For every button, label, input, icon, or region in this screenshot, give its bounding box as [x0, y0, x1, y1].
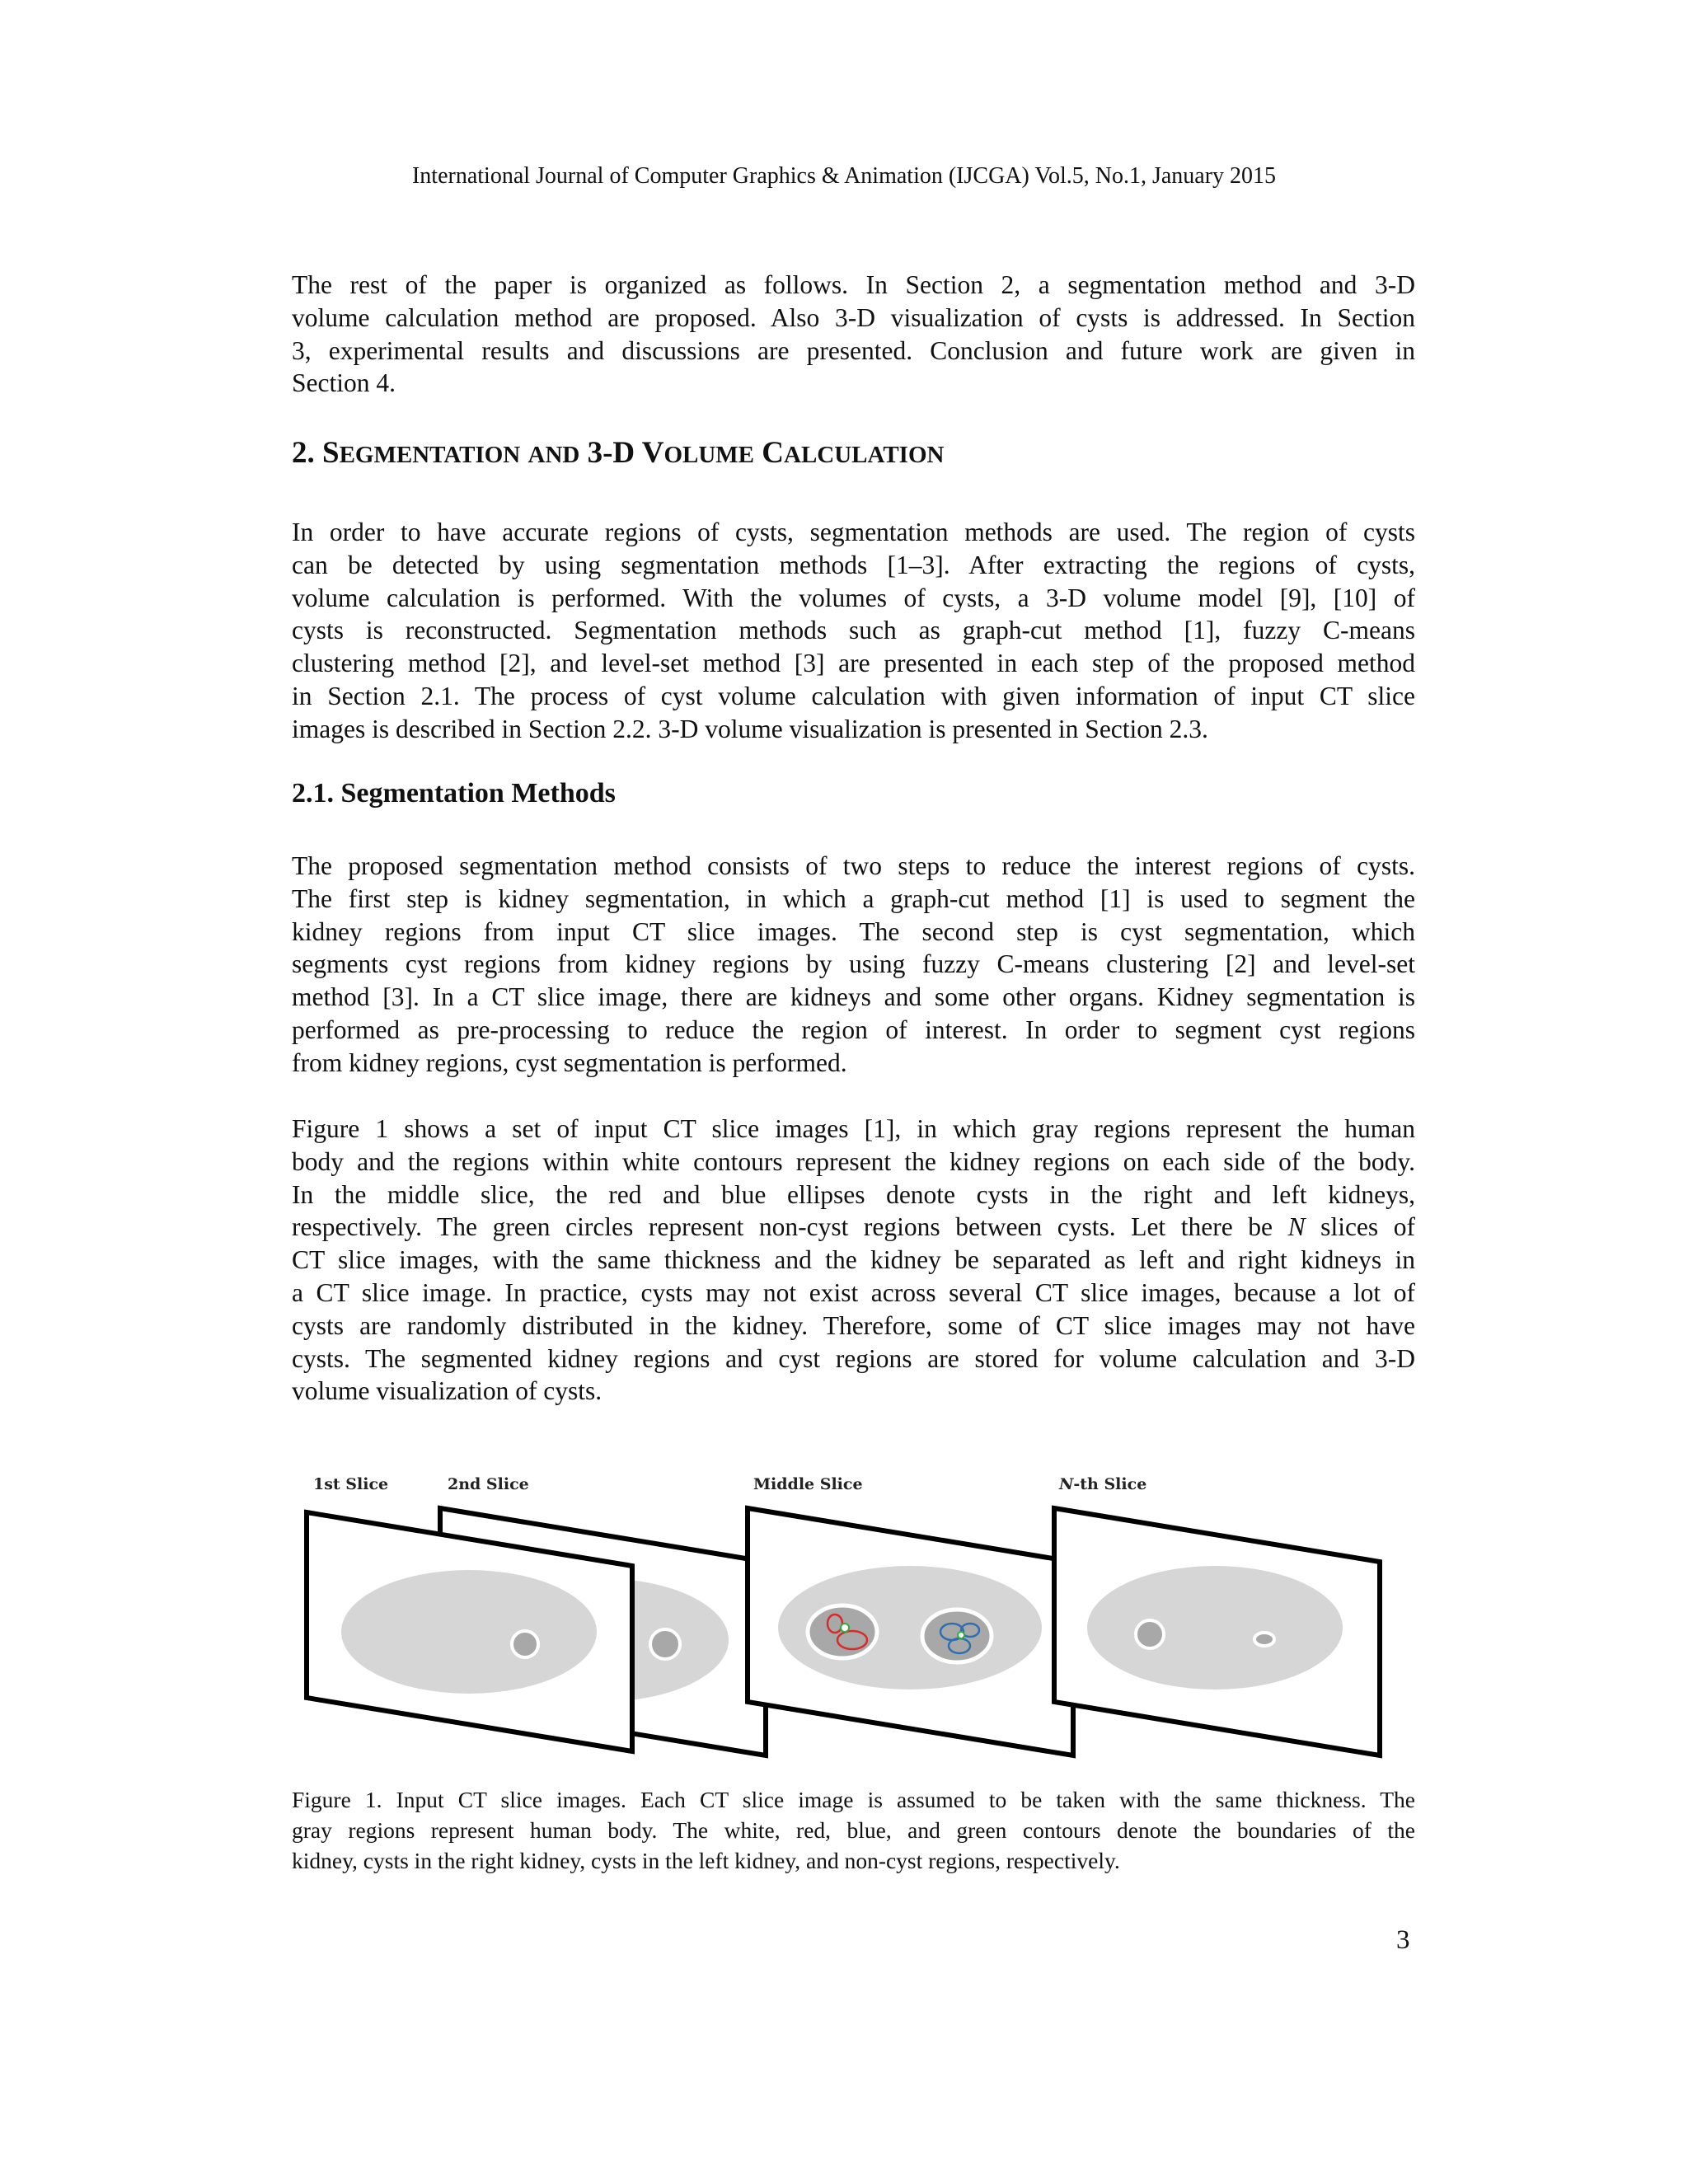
intro-paragraph: [292, 269, 1415, 400]
text-line: cysts. The segmented kidney regions and cyst regions are stored for volume calculation and 3-D: [292, 1343, 1415, 1373]
text-line: in Section 2.1. The process of cyst volume calculation with given information of input CT slice: [292, 681, 1415, 710]
text-line: kidney regions from input CT slice images. The second step is cyst segmentation, which: [292, 916, 1415, 946]
text-line: clustering method [2], and level-set method [3] are presented in each step of the proposed method: [292, 649, 1415, 678]
kidney-region: [1136, 1620, 1164, 1648]
text-line: CT slice images, with the same thickness and the kidney be separated as left and right kidneys in: [292, 1245, 1415, 1275]
kidney-region: [650, 1629, 680, 1659]
text-line: cysts is reconstructed. Segmentation methods such as graph-cut method [1], fuzzy C-means: [292, 616, 1415, 645]
ct-slice-middle: [748, 1508, 1073, 1755]
figure-1-caption: [292, 1784, 1415, 1876]
caption-line: Figure 1. Input CT slice images. Each CT slice image is assumed to be taken with the same thickness. The: [292, 1787, 1415, 1812]
text-line: The proposed segmentation method consists of two steps to reduce the interest regions of cysts.: [292, 851, 1415, 880]
section-2-heading: 2. SEGMENTATION AND 3-D VOLUME CALCULATION: [292, 436, 945, 470]
non-cyst-green: [958, 1632, 964, 1638]
text-line: can be detected by using segmentation methods [1–3]. After extracting the regions of cysts,: [292, 550, 1415, 579]
body-region: [1087, 1566, 1343, 1690]
text-line: volume calculation is performed. With the volumes of cysts, a 3-D volume model [9], [10] of: [292, 583, 1415, 612]
text-line: In the middle slice, the red and blue ellipses denote cysts in the right and left kidneys,: [292, 1179, 1415, 1209]
slice-label-middle: Middle Slice: [753, 1475, 863, 1493]
caption-line: gray regions represent human body. The white, red, blue, and green contours denote the boundaries of the: [292, 1817, 1415, 1843]
text-line: from kidney regions, cyst segmentation is performed.: [292, 1047, 847, 1077]
section-2-1-paragraph-2: [292, 1113, 1415, 1408]
section-2-1-paragraph-1: [292, 850, 1415, 1080]
section-2-paragraph: [292, 516, 1415, 746]
slice-label-nth: N-th Slice: [1059, 1475, 1147, 1493]
kidney-region: [512, 1631, 538, 1657]
text-line: In order to have accurate regions of cysts, segmentation methods are used. The region of cysts: [292, 518, 1415, 546]
slice-label-1st: 1st Slice: [313, 1475, 389, 1493]
page-number: 3: [1396, 1925, 1410, 1955]
text-line: segments cyst regions from kidney regions by using fuzzy C-means clustering [2] and level-set: [292, 949, 1415, 979]
left-kidney: [922, 1610, 992, 1662]
text-line: volume calculation method are proposed. Also 3-D visualization of cysts is addressed. In Section: [292, 302, 1415, 332]
text-line: a CT slice image. In practice, cysts may not exist across several CT slice images, because a lot of: [292, 1277, 1415, 1307]
kidney-region: [1254, 1633, 1274, 1646]
text-line: performed as pre-processing to reduce the region of interest. In order to segment cyst regions: [292, 1015, 1415, 1044]
text-line: images is described in Section 2.2. 3-D volume visualization is presented in Section 2.3.: [292, 714, 1208, 743]
ct-slice-nth: [1054, 1508, 1380, 1755]
slice-label-2nd: 2nd Slice: [448, 1475, 529, 1493]
non-cyst-green: [841, 1624, 849, 1632]
text-line: The rest of the paper is organized as follows. In Section 2, a segmentation method and 3-D: [292, 270, 1415, 299]
text-line: cysts are randomly distributed in the kidney. Therefore, some of CT slice images may not have: [292, 1310, 1415, 1340]
text-line: respectively. The green circles represent non-cyst regions between cysts. Let there be N slices of: [292, 1212, 1415, 1242]
text-line: volume visualization of cysts.: [292, 1376, 603, 1406]
caption-line: kidney, cysts in the right kidney, cysts in the left kidney, and non-cyst regions, respectively.: [292, 1848, 1120, 1873]
running-header: International Journal of Computer Graphics & Animation (IJCGA) Vol.5, No.1, January 2015: [411, 163, 1277, 189]
text-line: 3, experimental results and discussions are presented. Conclusion and future work are given in: [292, 335, 1415, 365]
text-line: Section 4.: [292, 368, 396, 398]
text-line: method [3]. In a CT slice image, there are kidneys and some other organs. Kidney segmentation is: [292, 982, 1415, 1012]
text-line: The first step is kidney segmentation, in which a graph-cut method [1] is used to segment the: [292, 883, 1415, 913]
text-line: Figure 1 shows a set of input CT slice images [1], in which gray regions represent the human: [292, 1114, 1415, 1143]
body-region: [341, 1570, 597, 1694]
text-line: body and the regions within white contours represent the kidney regions on each side of the body.: [292, 1146, 1415, 1176]
section-2-1-heading: 2.1. Segmentation Methods: [292, 778, 616, 808]
figure-1-ct-slices: [292, 1471, 1415, 1764]
